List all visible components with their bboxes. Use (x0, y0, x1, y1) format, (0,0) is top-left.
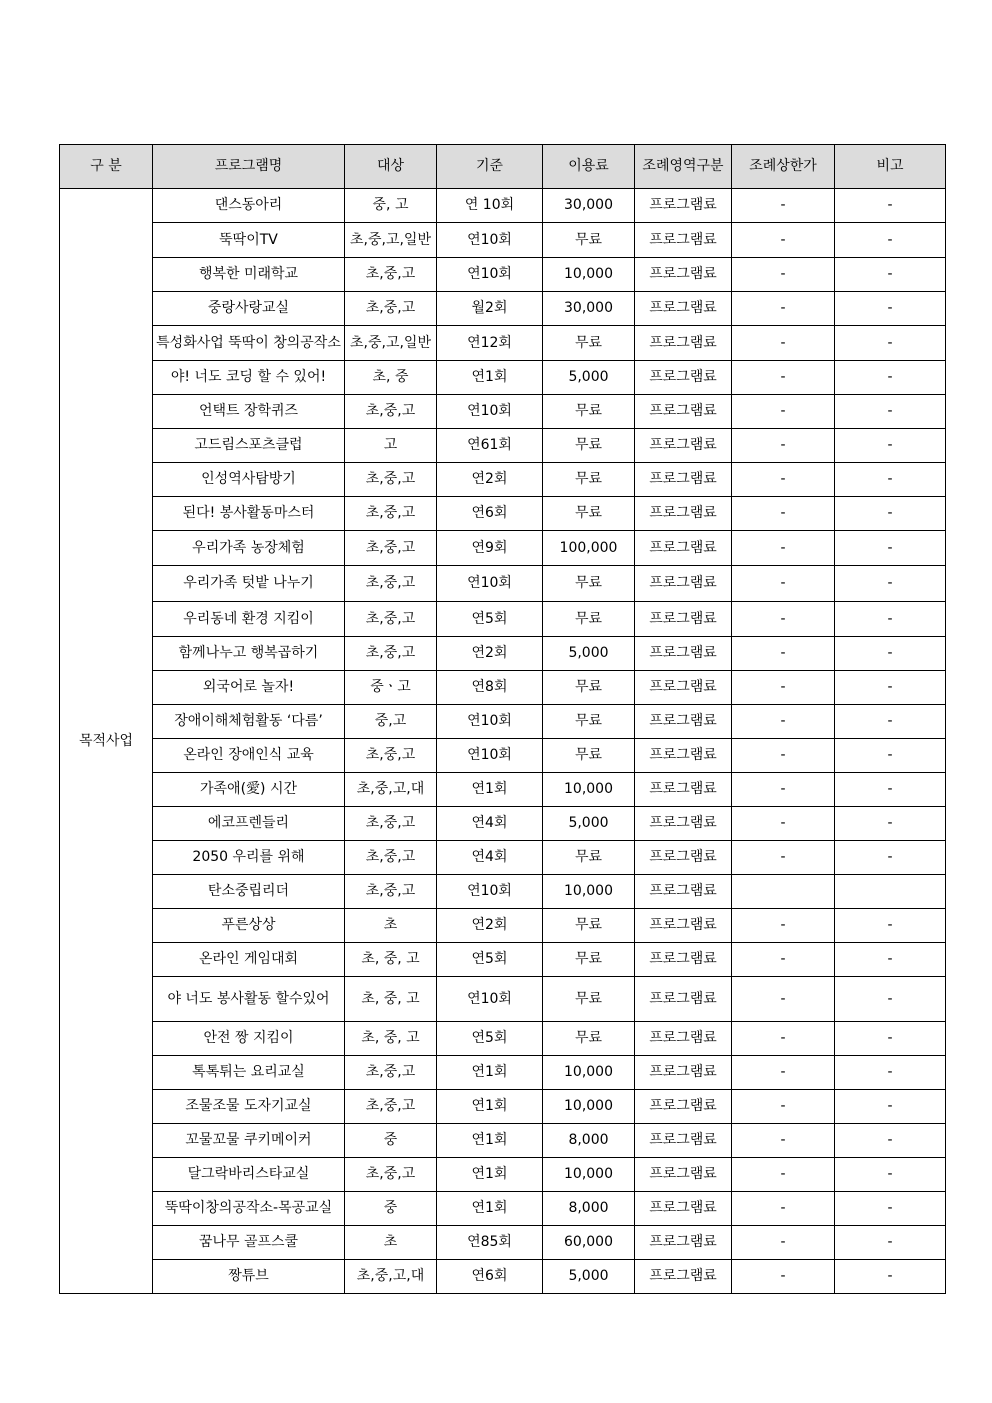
basis-cell: 연1회 (437, 361, 543, 395)
note-cell: - (835, 773, 946, 807)
target-cell: 초,중,고 (345, 395, 437, 429)
ordinance-cap-cell: - (732, 497, 835, 531)
target-cell: 고 (345, 429, 437, 463)
ordinance-area-cell: 프로그램료 (635, 637, 732, 671)
ordinance-cap-cell: - (732, 326, 835, 361)
ordinance-cap-cell: - (732, 841, 835, 875)
ordinance-cap-cell: - (732, 1090, 835, 1124)
program-name-cell: 꿈나무 골프스쿨 (153, 1226, 345, 1260)
program-name-cell: 외국어로 놀자! (153, 671, 345, 705)
basis-cell: 연10회 (437, 223, 543, 258)
fee-cell: 무료 (543, 841, 635, 875)
ordinance-area-cell: 프로그램료 (635, 1090, 732, 1124)
target-cell: 초 (345, 909, 437, 943)
target-cell: 초,중,고 (345, 841, 437, 875)
target-cell: 초, 중, 고 (345, 943, 437, 977)
ordinance-area-cell: 프로그램료 (635, 1260, 732, 1294)
basis-cell: 연10회 (437, 705, 543, 739)
basis-cell: 연85회 (437, 1226, 543, 1260)
table-row (60, 807, 946, 841)
note-cell: - (835, 705, 946, 739)
ordinance-cap-cell: - (732, 671, 835, 705)
basis-cell: 연1회 (437, 1056, 543, 1090)
note-cell: - (835, 223, 946, 258)
target-cell: 초,중,고,대 (345, 1260, 437, 1294)
program-name-cell: 특성화사업 뚝딱이 창의공작소 (153, 326, 345, 361)
ordinance-cap-cell: - (732, 531, 835, 566)
ordinance-cap-cell: - (732, 1056, 835, 1090)
note-cell: - (835, 566, 946, 602)
basis-cell: 연2회 (437, 909, 543, 943)
basis-cell: 연1회 (437, 1192, 543, 1226)
ordinance-cap-cell: - (732, 1022, 835, 1056)
table-row (60, 292, 946, 326)
ordinance-cap-cell: - (732, 223, 835, 258)
program-name-cell: 고드림스포츠클럽 (153, 429, 345, 463)
program-name-cell: 중랑사랑교실 (153, 292, 345, 326)
table-row (60, 326, 946, 361)
program-name-cell: 언택트 장학퀴즈 (153, 395, 345, 429)
program-name-cell: 장애이해체험활동 ‘다름’ (153, 705, 345, 739)
program-name-cell: 톡톡튀는 요리교실 (153, 1056, 345, 1090)
fee-cell: 무료 (543, 943, 635, 977)
table-body (60, 189, 946, 1294)
note-cell: - (835, 1124, 946, 1158)
table-row (60, 258, 946, 292)
fee-cell: 무료 (543, 909, 635, 943)
fee-cell: 100,000 (543, 531, 635, 566)
basis-cell: 연5회 (437, 602, 543, 637)
ordinance-area-cell: 프로그램료 (635, 361, 732, 395)
target-cell: 초,중,고 (345, 463, 437, 497)
table-row (60, 429, 946, 463)
table-row (60, 1158, 946, 1192)
ordinance-cap-cell: - (732, 807, 835, 841)
ordinance-cap-cell: - (732, 602, 835, 637)
note-cell: - (835, 429, 946, 463)
header-program-name: 프로그램명 (153, 145, 345, 189)
note-cell: - (835, 841, 946, 875)
note-cell: - (835, 361, 946, 395)
note-cell: - (835, 909, 946, 943)
table-row (60, 395, 946, 429)
fee-cell: 무료 (543, 463, 635, 497)
table-row (60, 1124, 946, 1158)
table-row (60, 497, 946, 531)
basis-cell: 연10회 (437, 566, 543, 602)
program-name-cell: 뚝딱이창의공작소-목공교실 (153, 1192, 345, 1226)
ordinance-area-cell: 프로그램료 (635, 705, 732, 739)
ordinance-cap-cell: - (732, 739, 835, 773)
fee-cell: 무료 (543, 1022, 635, 1056)
ordinance-cap-cell: - (732, 909, 835, 943)
header-category: 구 분 (60, 145, 153, 189)
basis-cell: 연61회 (437, 429, 543, 463)
ordinance-area-cell: 프로그램료 (635, 841, 732, 875)
note-cell: - (835, 602, 946, 637)
target-cell: 초,중,고,대 (345, 773, 437, 807)
program-name-cell: 우리동네 환경 지킴이 (153, 602, 345, 637)
note-cell: - (835, 326, 946, 361)
header-ordinance-area: 조례영역구분 (635, 145, 732, 189)
table-row (60, 705, 946, 739)
fee-cell: 5,000 (543, 361, 635, 395)
ordinance-cap-cell: - (732, 705, 835, 739)
ordinance-cap-cell: - (732, 773, 835, 807)
fee-cell: 8,000 (543, 1192, 635, 1226)
ordinance-area-cell: 프로그램료 (635, 602, 732, 637)
program-name-cell: 에코프렌들리 (153, 807, 345, 841)
program-name-cell: 꼬물꼬물 쿠키메이커 (153, 1124, 345, 1158)
target-cell: 중ㆍ고 (345, 671, 437, 705)
note-cell: - (835, 463, 946, 497)
program-name-cell: 짱튜브 (153, 1260, 345, 1294)
fee-cell: 무료 (543, 429, 635, 463)
note-cell: - (835, 1158, 946, 1192)
target-cell: 초,중,고 (345, 292, 437, 326)
table-row (60, 773, 946, 807)
note-cell: - (835, 637, 946, 671)
fee-cell: 무료 (543, 739, 635, 773)
table-row (60, 1022, 946, 1056)
program-name-cell: 인성역사탐방기 (153, 463, 345, 497)
fee-cell: 10,000 (543, 258, 635, 292)
category-cell: 목적사업 (60, 189, 153, 1294)
program-name-cell: 야 너도 봉사활동 할수있어 (153, 977, 345, 1022)
target-cell: 중 (345, 1124, 437, 1158)
program-name-cell: 우리가족 농장체험 (153, 531, 345, 566)
basis-cell: 연10회 (437, 977, 543, 1022)
target-cell: 초, 중, 고 (345, 977, 437, 1022)
ordinance-area-cell: 프로그램료 (635, 977, 732, 1022)
header-note: 비고 (835, 145, 946, 189)
ordinance-area-cell: 프로그램료 (635, 773, 732, 807)
basis-cell: 연12회 (437, 326, 543, 361)
program-name-cell: 야! 너도 코딩 할 수 있어! (153, 361, 345, 395)
ordinance-area-cell: 프로그램료 (635, 463, 732, 497)
basis-cell: 연2회 (437, 463, 543, 497)
fee-cell: 10,000 (543, 1158, 635, 1192)
ordinance-area-cell: 프로그램료 (635, 943, 732, 977)
target-cell: 중,고 (345, 705, 437, 739)
ordinance-area-cell: 프로그램료 (635, 909, 732, 943)
note-cell: - (835, 1192, 946, 1226)
basis-cell: 연9회 (437, 531, 543, 566)
header-ordinance-cap: 조례상한가 (732, 145, 835, 189)
note-cell: - (835, 1260, 946, 1294)
program-name-cell: 우리가족 텃밭 나누기 (153, 566, 345, 602)
table-row (60, 531, 946, 566)
ordinance-cap-cell: - (732, 977, 835, 1022)
basis-cell: 연10회 (437, 875, 543, 909)
ordinance-area-cell: 프로그램료 (635, 189, 732, 223)
ordinance-cap-cell: - (732, 1226, 835, 1260)
basis-cell: 연5회 (437, 1022, 543, 1056)
target-cell: 초,중,고 (345, 566, 437, 602)
note-cell: - (835, 292, 946, 326)
note-cell: - (835, 189, 946, 223)
header-target: 대상 (345, 145, 437, 189)
fee-cell: 60,000 (543, 1226, 635, 1260)
ordinance-cap-cell: - (732, 566, 835, 602)
note-cell: - (835, 807, 946, 841)
program-name-cell: 조물조물 도자기교실 (153, 1090, 345, 1124)
note-cell: - (835, 1056, 946, 1090)
ordinance-area-cell: 프로그램료 (635, 566, 732, 602)
program-name-cell: 온라인 장애인식 교육 (153, 739, 345, 773)
ordinance-area-cell: 프로그램료 (635, 1022, 732, 1056)
target-cell: 초,중,고 (345, 1056, 437, 1090)
note-cell: - (835, 671, 946, 705)
note-cell: - (835, 943, 946, 977)
ordinance-area-cell: 프로그램료 (635, 223, 732, 258)
program-name-cell: 함께나누고 행복곱하기 (153, 637, 345, 671)
ordinance-area-cell: 프로그램료 (635, 326, 732, 361)
basis-cell: 연1회 (437, 773, 543, 807)
target-cell: 초,중,고 (345, 1090, 437, 1124)
note-cell: - (835, 497, 946, 531)
ordinance-cap-cell: - (732, 395, 835, 429)
note-cell: - (835, 1226, 946, 1260)
fee-cell: 10,000 (543, 1056, 635, 1090)
note-cell: - (835, 977, 946, 1022)
ordinance-cap-cell: - (732, 189, 835, 223)
header-row (60, 145, 946, 189)
table-row (60, 909, 946, 943)
basis-cell: 연5회 (437, 943, 543, 977)
fee-cell: 무료 (543, 602, 635, 637)
basis-cell: 연2회 (437, 637, 543, 671)
header-fee: 이용료 (543, 145, 635, 189)
table-row (60, 671, 946, 705)
ordinance-area-cell: 프로그램료 (635, 258, 732, 292)
ordinance-area-cell: 프로그램료 (635, 1124, 732, 1158)
table-row (60, 739, 946, 773)
ordinance-cap-cell: - (732, 637, 835, 671)
fee-cell: 8,000 (543, 1124, 635, 1158)
target-cell: 초,중,고,일반 (345, 326, 437, 361)
program-name-cell: 탄소중립리더 (153, 875, 345, 909)
target-cell: 초,중,고 (345, 807, 437, 841)
fee-cell: 무료 (543, 566, 635, 602)
ordinance-area-cell: 프로그램료 (635, 875, 732, 909)
table-row (60, 977, 946, 1022)
table-row (60, 1192, 946, 1226)
ordinance-cap-cell: - (732, 1260, 835, 1294)
program-name-cell: 행복한 미래학교 (153, 258, 345, 292)
table-row (60, 361, 946, 395)
fee-cell: 5,000 (543, 1260, 635, 1294)
note-cell: - (835, 258, 946, 292)
table-row (60, 1090, 946, 1124)
ordinance-cap-cell (732, 875, 835, 909)
ordinance-area-cell: 프로그램료 (635, 497, 732, 531)
table-row (60, 566, 946, 602)
basis-cell: 연4회 (437, 807, 543, 841)
target-cell: 초,중,고 (345, 1158, 437, 1192)
ordinance-cap-cell: - (732, 429, 835, 463)
program-name-cell: 된다! 봉사활동마스터 (153, 497, 345, 531)
header-basis: 기준 (437, 145, 543, 189)
program-name-cell: 안전 짱 지킴이 (153, 1022, 345, 1056)
ordinance-area-cell: 프로그램료 (635, 1158, 732, 1192)
basis-cell: 연1회 (437, 1158, 543, 1192)
ordinance-area-cell: 프로그램료 (635, 1226, 732, 1260)
ordinance-area-cell: 프로그램료 (635, 531, 732, 566)
program-name-cell: 온라인 게임대회 (153, 943, 345, 977)
fee-cell: 5,000 (543, 807, 635, 841)
ordinance-cap-cell: - (732, 361, 835, 395)
basis-cell: 연4회 (437, 841, 543, 875)
note-cell: - (835, 531, 946, 566)
ordinance-area-cell: 프로그램료 (635, 739, 732, 773)
target-cell: 초,중,고 (345, 739, 437, 773)
basis-cell: 연1회 (437, 1090, 543, 1124)
target-cell: 초,중,고 (345, 602, 437, 637)
ordinance-area-cell: 프로그램료 (635, 292, 732, 326)
fee-cell: 무료 (543, 705, 635, 739)
ordinance-cap-cell: - (732, 1192, 835, 1226)
basis-cell: 연10회 (437, 395, 543, 429)
program-fee-table (59, 144, 946, 1294)
target-cell: 초,중,고 (345, 258, 437, 292)
fee-cell: 30,000 (543, 292, 635, 326)
fee-cell: 무료 (543, 223, 635, 258)
fee-cell: 무료 (543, 977, 635, 1022)
ordinance-cap-cell: - (732, 292, 835, 326)
fee-cell: 5,000 (543, 637, 635, 671)
target-cell: 초, 중, 고 (345, 1022, 437, 1056)
basis-cell: 연1회 (437, 1124, 543, 1158)
basis-cell: 연10회 (437, 258, 543, 292)
ordinance-cap-cell: - (732, 1124, 835, 1158)
target-cell: 초 (345, 1226, 437, 1260)
fee-cell: 무료 (543, 326, 635, 361)
note-cell: - (835, 1090, 946, 1124)
target-cell: 중 (345, 1192, 437, 1226)
table-row (60, 463, 946, 497)
basis-cell: 연6회 (437, 1260, 543, 1294)
note-cell: - (835, 739, 946, 773)
target-cell: 초,중,고 (345, 531, 437, 566)
table-row (60, 841, 946, 875)
target-cell: 초,중,고,일반 (345, 223, 437, 258)
table-row (60, 602, 946, 637)
fee-cell: 30,000 (543, 189, 635, 223)
fee-cell: 무료 (543, 497, 635, 531)
table-row (60, 1056, 946, 1090)
note-cell (835, 875, 946, 909)
ordinance-area-cell: 프로그램료 (635, 429, 732, 463)
ordinance-cap-cell: - (732, 463, 835, 497)
target-cell: 초, 중 (345, 361, 437, 395)
table-row (60, 637, 946, 671)
ordinance-area-cell: 프로그램료 (635, 1192, 732, 1226)
program-name-cell: 댄스동아리 (153, 189, 345, 223)
basis-cell: 연8회 (437, 671, 543, 705)
target-cell: 초,중,고 (345, 875, 437, 909)
table-row (60, 223, 946, 258)
program-name-cell: 달그락바리스타교실 (153, 1158, 345, 1192)
target-cell: 초,중,고 (345, 497, 437, 531)
table-row (60, 189, 946, 223)
program-name-cell: 2050 우리를 위해 (153, 841, 345, 875)
ordinance-area-cell: 프로그램료 (635, 1056, 732, 1090)
note-cell: - (835, 1022, 946, 1056)
fee-cell: 무료 (543, 671, 635, 705)
table-row (60, 1226, 946, 1260)
fee-cell: 무료 (543, 395, 635, 429)
fee-cell: 10,000 (543, 773, 635, 807)
target-cell: 초,중,고 (345, 637, 437, 671)
basis-cell: 연10회 (437, 739, 543, 773)
program-name-cell: 뚝딱이TV (153, 223, 345, 258)
ordinance-area-cell: 프로그램료 (635, 671, 732, 705)
program-name-cell: 푸른상상 (153, 909, 345, 943)
ordinance-cap-cell: - (732, 1158, 835, 1192)
note-cell: - (835, 395, 946, 429)
fee-cell: 10,000 (543, 1090, 635, 1124)
fee-cell: 10,000 (543, 875, 635, 909)
ordinance-cap-cell: - (732, 943, 835, 977)
ordinance-area-cell: 프로그램료 (635, 807, 732, 841)
ordinance-area-cell: 프로그램료 (635, 395, 732, 429)
basis-cell: 월2회 (437, 292, 543, 326)
basis-cell: 연6회 (437, 497, 543, 531)
ordinance-cap-cell: - (732, 258, 835, 292)
table-row (60, 943, 946, 977)
target-cell: 중, 고 (345, 189, 437, 223)
table-row (60, 875, 946, 909)
table-row (60, 1260, 946, 1294)
program-name-cell: 가족애(愛) 시간 (153, 773, 345, 807)
basis-cell: 연 10회 (437, 189, 543, 223)
